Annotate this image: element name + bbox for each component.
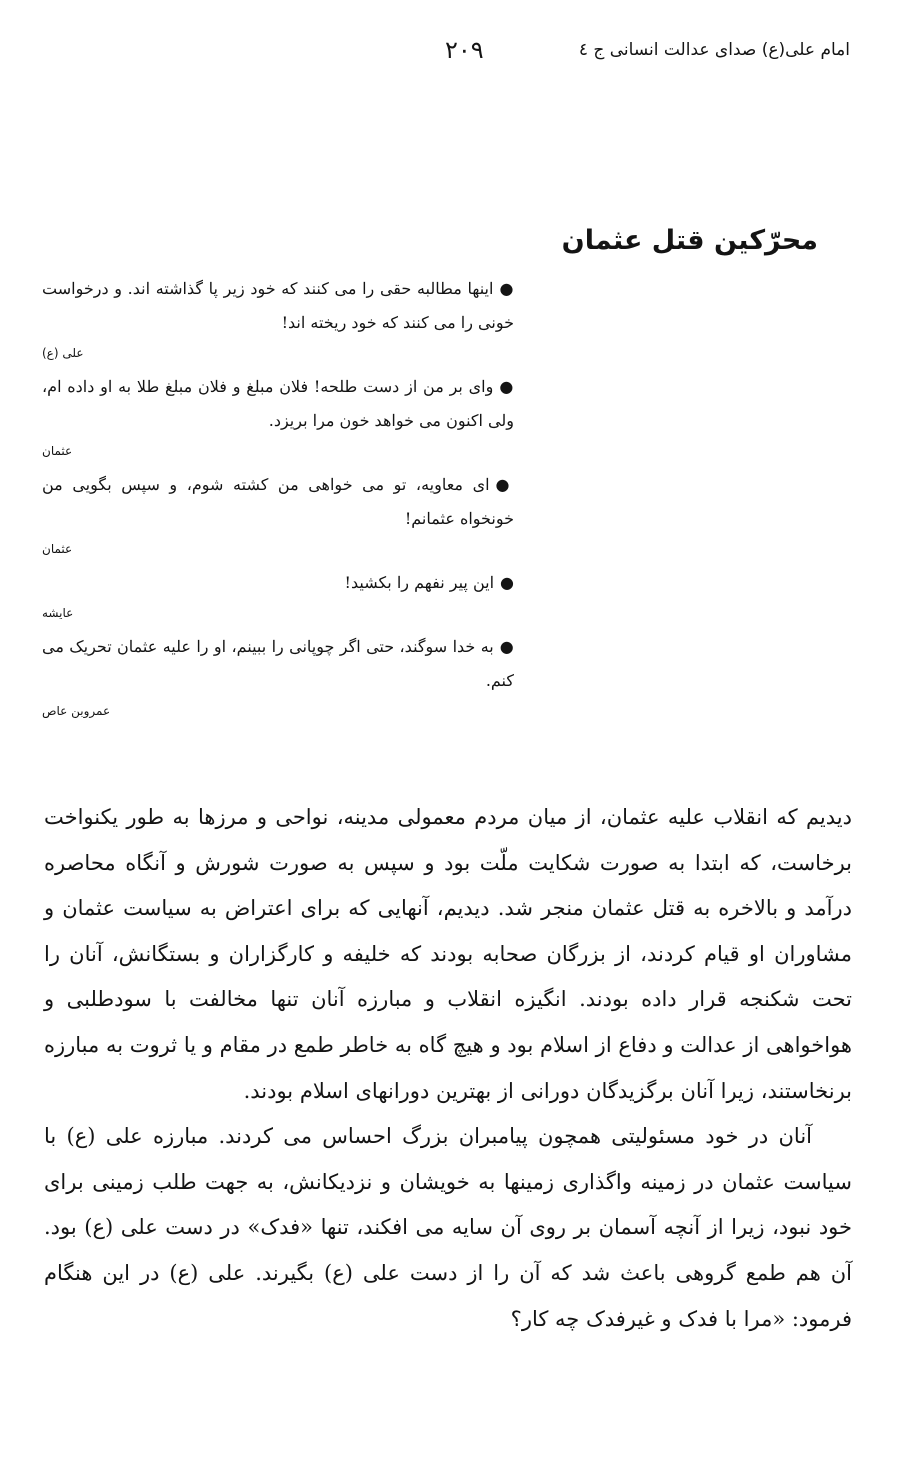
quote-item: [42, 272, 514, 360]
bullet-icon: ●: [499, 279, 515, 298]
bullet-icon: ●: [500, 573, 514, 592]
bullet-icon: ●: [495, 475, 514, 494]
body-text: [44, 795, 852, 1342]
running-title: امام علی(ع) صدای عدالت انسانی ج ٤: [578, 40, 850, 60]
chapter-title: محرّکین قتل عثمان: [561, 225, 818, 256]
quote-attribution: عایشه: [42, 606, 74, 620]
quote-attribution: عمروبن عاص: [42, 704, 111, 718]
quote-text: ●اینها مطالبه حقی را می کنند که خود زیر پا گذاشته اند. و درخواست خونی را می کنند که خود ریخته اند!: [42, 279, 515, 332]
page-number: ٢٠٩: [445, 36, 484, 64]
quote-text: ●ای معاویه، تو می خواهی من کشته شوم، و سپس بگویی من خونخواه عثمانم!: [42, 475, 514, 528]
bullet-icon: ●: [499, 637, 514, 656]
quote-text: ●به خدا سوگند، حتی اگر چوپانی را ببینم، او را علیه عثمان تحریک می کنم.: [42, 637, 514, 690]
quote-attribution: عثمان: [42, 444, 73, 458]
bullet-icon: ●: [499, 377, 514, 396]
paragraph: دیدیم که انقلاب علیه عثمان، از میان مردم معمولی مدینه، نواحی و مرزها به طور یکنواخت برخاست، که ابتدا به صورت شکایت ملّت بود و سپس به صورت شورش و آنگاه محاصره درآمد و بالاخره به قتل عثمان منجر شد. دیدیم، آنهایی که برای اعتراض به سیاست عثمان و مشاوران او قیام کردند، از بزرگان صحابه بودند که خلیفه و کارگزاران و بستگانش، آنان را تحت شکنجه قرار داده بودند. انگیزه انقلاب و مبارزه آنان تنها مخالفت با سودطلبی و هواخواهی از عدالت و دفاع از اسلام بود و هیچ گاه به خاطر طمع در مقام و یا ثروت به مبارزه برنخاستند، زیرا آنان برگزیدگان دورانی از بهترین دورانهای اسلام بودند.: [44, 805, 853, 1103]
quote-item: [42, 566, 514, 620]
paragraph: آنان در خود مسئولیتی همچون پیامبران بزرگ احساس می کردند. مبارزه علی (ع) با سیاست عثمان در زمینه واگذاری زمینها به خویشان و نزدیکانش، به جهت طلب زمینی برای خود نبود، زیرا از آنچه آسمان بر روی آن سایه می افکند، تنها «فدک» در دست علی (ع) بود. آن هم طمع گروهی باعث شد که آن را از دست علی (ع) بگیرند. علی (ع) در این هنگام فرمود: «مرا با فدک و غیرفدک چه کار؟: [44, 1124, 852, 1331]
page-header: [60, 36, 850, 70]
quote-attribution: علی (ع): [42, 346, 84, 360]
quote-text: ●این پیر نفهم را بکشید!: [344, 573, 514, 592]
quote-item: [42, 468, 514, 556]
epigraph-quotes: [42, 272, 514, 728]
quote-item: [42, 630, 514, 718]
quote-text: ●وای بر من از دست طلحه! فلان مبلغ و فلان مبلغ طلا به او داده ام، ولی اکنون می خواهد خون مرا بریزد.: [42, 377, 514, 430]
quote-item: [42, 370, 514, 458]
quote-attribution: عثمان: [42, 542, 73, 556]
